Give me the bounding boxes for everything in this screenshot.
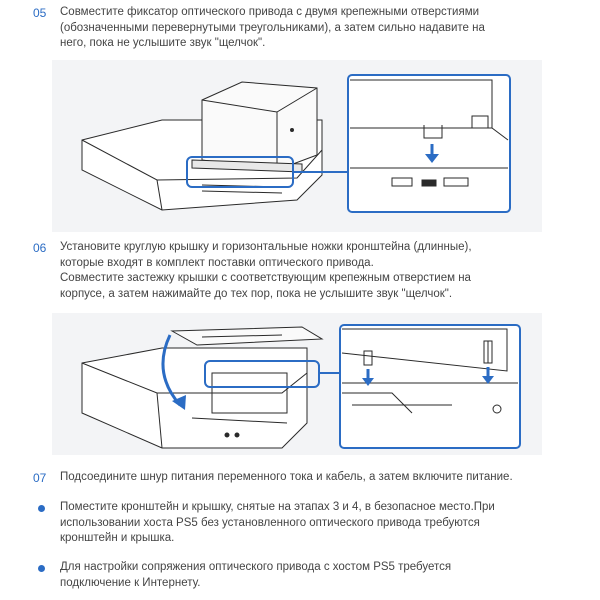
step-06-illustration (52, 313, 542, 455)
text-line: подключение к Интернету. (60, 576, 201, 589)
text-line: Установите круглую крышку и горизонтальные ножки кронштейна (длинные), (60, 241, 472, 253)
note-bullet-2 (60, 560, 580, 591)
text-line: (обозначенными перевернутыми треугольниками), а затем сильно надавите на (60, 21, 485, 34)
text-line: Подсоедините шнур питания переменного тока и кабель, а затем включите питание. (60, 471, 513, 483)
console-drive-install-diagram (52, 60, 542, 232)
cover-install-diagram (52, 313, 542, 455)
text-line: Поместите кронштейн и крышку, снятые на этапах 3 и 4, в безопасное место.При (60, 501, 495, 513)
bullet-dot (38, 505, 45, 512)
step-07-number: 07 (33, 471, 47, 485)
text-line: использовании хоста PS5 без установленного оптического привода требуются (60, 516, 480, 529)
step-05-text (60, 5, 580, 52)
step-07-text (60, 470, 580, 486)
text-line: которые входят в комплект поставки оптического привода. (60, 256, 374, 269)
note-bullet-1 (60, 500, 580, 547)
text-line: него, пока не услышите звук "щелчок". (60, 37, 266, 49)
step-05-illustration (52, 60, 542, 232)
text-line: Совместите фиксатор оптического привода с двумя крепежными отверстиями (60, 6, 480, 18)
step-06-number: 06 (33, 241, 47, 255)
step-06-text (60, 240, 580, 302)
text-line: корпусе, а затем нажимайте до тех пор, пока не услышите звук "щелчок". (60, 287, 453, 300)
text-line: Для настройки сопряжения оптического привода с хостом PS5 требуется (60, 561, 452, 573)
text-line: Совместите застежку крышки с соответствующим крепежным отверстием на (60, 272, 471, 284)
step-05-number: 05 (33, 6, 47, 20)
bullet-dot (38, 565, 45, 572)
text-line: кронштейн и крышка. (60, 532, 175, 544)
